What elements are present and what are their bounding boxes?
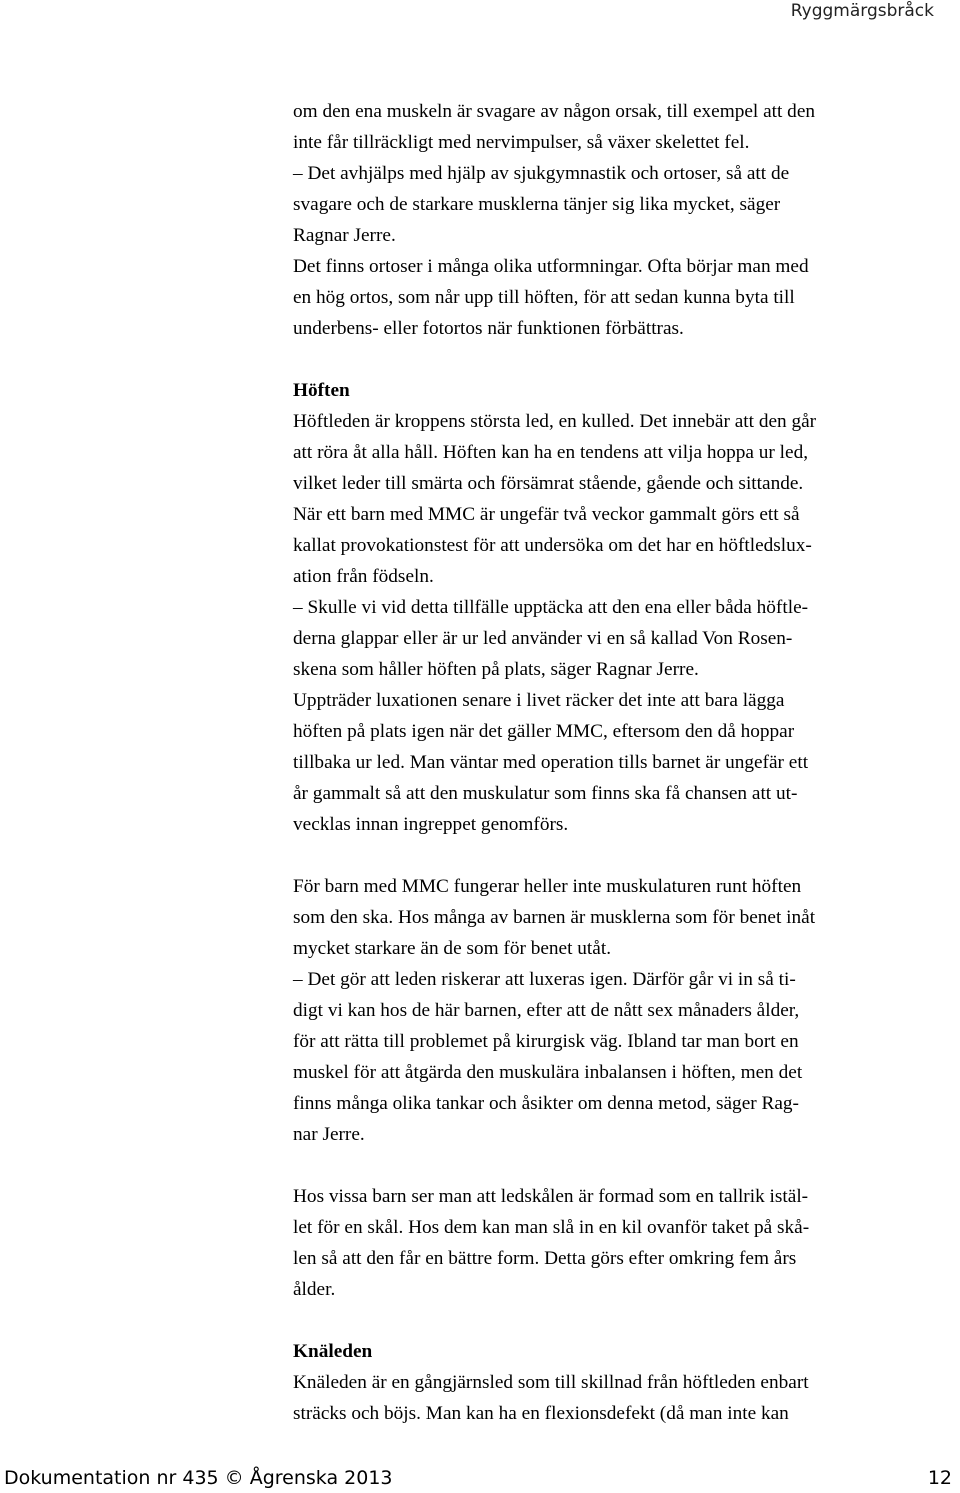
text-line: vilket leder till smärta och försämrat stående, gående och sittande.	[293, 473, 804, 494]
text-line: – Det gör att leden riskerar att luxeras igen. Därför går vi in så ti-	[293, 969, 796, 990]
text-line: – Skulle vi vid detta tillfälle upptäcka att den ena eller båda höftle-	[293, 597, 809, 618]
paragraph-spacer	[293, 840, 933, 871]
section-heading-hoften: Höften	[293, 380, 350, 401]
text-line: Uppträder luxationen senare i livet räcker det inte att bara lägga	[293, 690, 785, 711]
text-line: ation från födseln.	[293, 566, 434, 587]
text-line: en hög ortos, som når upp till höften, för att sedan kunna byta till	[293, 287, 795, 308]
text-line: höften på plats igen när det gäller MMC, eftersom den då hoppar	[293, 721, 795, 742]
text-line: för att rätta till problemet på kirurgisk väg. Ibland tar man bort en	[293, 1031, 799, 1052]
text-line: digt vi kan hos de här barnen, efter att de nått sex månaders ålder,	[293, 1000, 800, 1021]
text-line: muskel för att åtgärda den muskulära inbalansen i höften, men det	[293, 1062, 803, 1083]
text-line: När ett barn med MMC är ungefär två veckor gammalt görs ett så	[293, 504, 800, 525]
publication-info: Dokumentation nr 435 © Ågrenska 2013	[4, 1467, 393, 1489]
text-line: inte får tillräckligt med nervimpulser, så växer skelettet fel.	[293, 132, 750, 153]
paragraph-spacer	[293, 1305, 933, 1336]
text-line: skena som håller höften på plats, säger Ragnar Jerre.	[293, 659, 699, 680]
text-line: vecklas innan ingreppet genomförs.	[293, 814, 569, 835]
text-line: För barn med MMC fungerar heller inte muskulaturen runt höften	[293, 876, 802, 897]
text-line: att röra åt alla håll. Höften kan ha en tendens att vilja hoppa ur led,	[293, 442, 809, 463]
text-line: svagare och de starkare musklerna tänjer sig lika mycket, säger	[293, 194, 781, 215]
text-line: Det finns ortoser i många olika utformningar. Ofta börjar man med	[293, 256, 809, 277]
text-line: finns många olika tankar och åsikter om denna metod, säger Rag-	[293, 1093, 799, 1114]
text-line: mycket starkare än de som för benet utåt.	[293, 938, 612, 959]
text-line: som den ska. Hos många av barnen är musklerna som för benet inåt	[293, 907, 816, 928]
text-line: ålder.	[293, 1279, 336, 1300]
section-heading-knaleden: Knäleden	[293, 1341, 373, 1362]
running-header-title: Ryggmärgsbråck	[790, 1, 934, 21]
text-line: sträcks och böjs. Man kan ha en flexionsdefekt (då man inte kan	[293, 1403, 789, 1424]
text-line: kallat provokationstest för att undersöka om det har en höftledslux-	[293, 535, 812, 556]
paragraph-spacer	[293, 344, 933, 375]
paragraph-spacer	[293, 1150, 933, 1181]
text-line: underbens- eller fotortos när funktionen förbättras.	[293, 318, 684, 339]
text-line: derna glappar eller är ur led använder vi en så kallad Von Rosen-	[293, 628, 793, 649]
text-line: len så att den får en bättre form. Detta görs efter omkring fem års	[293, 1248, 797, 1269]
text-line: tillbaka ur led. Man väntar med operation tills barnet är ungefär ett	[293, 752, 809, 773]
text-line: Höftleden är kroppens största led, en kulled. Det innebär att den går	[293, 411, 817, 432]
text-line: Ragnar Jerre.	[293, 225, 396, 246]
text-line: om den ena muskeln är svagare av någon orsak, till exempel att den	[293, 101, 816, 122]
page-footer	[0, 1466, 960, 1490]
article-body	[293, 96, 933, 1429]
text-line: let för en skål. Hos dem kan man slå in en kil ovanför taket på skå-	[293, 1217, 810, 1238]
page-number: 12	[927, 1467, 952, 1489]
text-line: – Det avhjälps med hjälp av sjukgymnastik och ortoser, så att de	[293, 163, 790, 184]
text-line: år gammalt så att den muskulatur som finns ska få chansen att ut-	[293, 783, 798, 804]
text-line: Knäleden är en gångjärnsled som till skillnad från höftleden enbart	[293, 1372, 809, 1393]
text-line: nar Jerre.	[293, 1124, 365, 1145]
text-line: Hos vissa barn ser man att ledskålen är formad som en tallrik istäl-	[293, 1186, 809, 1207]
